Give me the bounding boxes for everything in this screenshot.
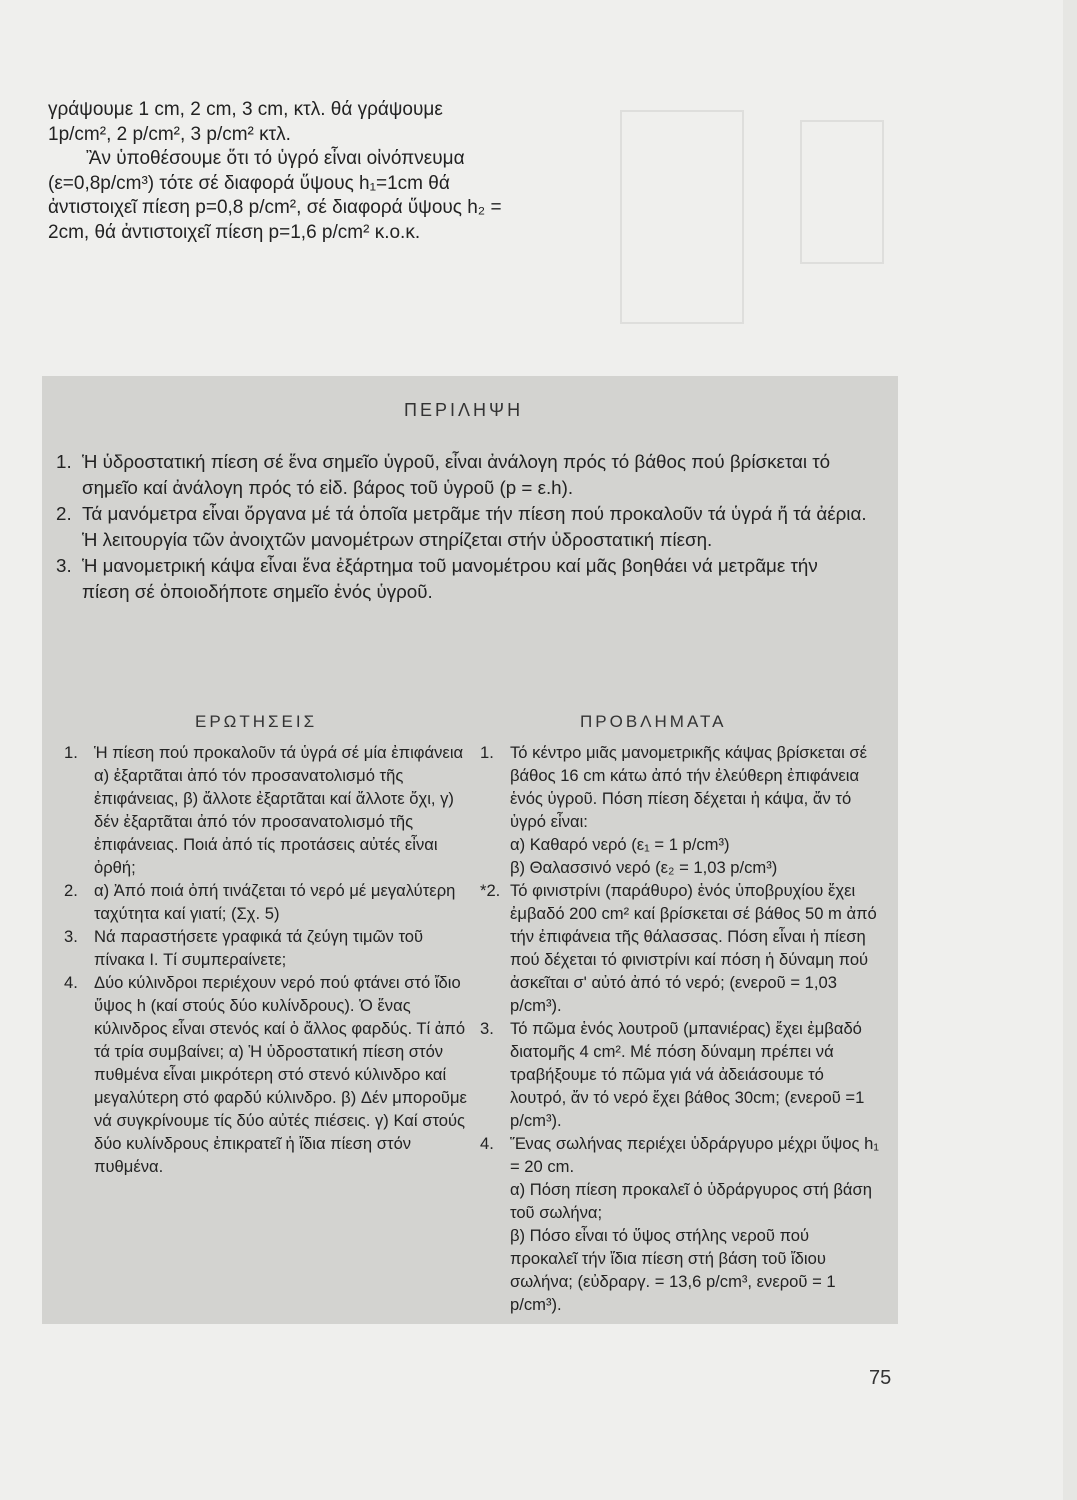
- summary-item-text: Ἡ μανομετρική κάψα εἶναι ἕνα ἐξάρτημα τοῦ μανομέτρου καί μᾶς βοηθάει νά μετρᾶμε τήν πίεση σέ ὁποιοδήποτε σημεῖο ἑνός ὑγροῦ.: [82, 555, 818, 602]
- question-number: 2.: [64, 881, 78, 900]
- problem-subpart: α) Καθαρό νερό (ε₁ = 1 p/cm³): [510, 835, 730, 854]
- question-number: 1.: [64, 743, 78, 762]
- problems-heading: ΠΡΟΒΛΗΜΑΤΑ: [580, 712, 727, 731]
- summary-item-number: 2.: [56, 503, 72, 524]
- problem-item: [480, 1132, 880, 1316]
- question-text: Δύο κύλινδροι περιέχουν νερό πού φτάνει στό ἴδιο ὕψος h (καί στούς δύο κυλίνδρους). Ὁ ἕνας κύλινδρος εἶναι στενός καί ὁ ἄλλος φαρδύς. Τί ἀπό τά τρία συμβαίνει; α) Ἡ ὑδροστατική πίεση στόν πυθμένα εἶναι μικρότερη στό στενό κύλινδρο καί μεγαλύτερη στό φαρδύ κύλινδρο. β) Δέν μποροῦμε νά συγκρίνουμε τίς δύο αὐτές πιέσεις. γ) Καί στούς δύο κυλίνδρους ἐπικρατεῖ ἡ ἴδια πίεση στόν πυθμένα.: [94, 973, 467, 1176]
- question-item: [64, 971, 470, 1178]
- question-item: [64, 879, 470, 925]
- intro-text: [48, 98, 538, 245]
- summary-item: [52, 553, 870, 605]
- intro-line-2: 1p/cm², 2 p/cm², 3 p/cm² κτλ.: [48, 123, 291, 145]
- summary-list: [52, 449, 870, 605]
- problem-item: [480, 879, 880, 1017]
- question-text: α) Ἀπό ποιά ὀπή τινάζεται τό νερό μέ μεγαλύτερη ταχύτητα καί γιατί; (Σχ. 5): [94, 881, 456, 923]
- summary-item-number: 1.: [56, 451, 72, 472]
- summary-item: [52, 501, 870, 553]
- question-number: 3.: [64, 927, 78, 946]
- problem-text: Τό φινιστρίνι (παράθυρο) ἑνός ὑποβρυχίου ἔχει ἐμβαδό 200 cm² καί βρίσκεται σέ βάθος 50 m ἀπό τήν ἐπιφάνεια τῆς θάλασσας. Πόση εἶναι ἡ πίεση πού δέχεται τό φινιστρίνι καί πόση ἡ δύναμη πού ἀσκεῖται σ' αὐτό ἀπό τό νερό; (ενεροῦ = 1,03 p/cm³).: [510, 881, 877, 1015]
- question-item: [64, 741, 470, 879]
- question-number: 4.: [64, 973, 78, 992]
- questions-list: [64, 741, 470, 1178]
- summary-item: [52, 449, 870, 501]
- questions-heading: ΕΡΩΤΗΣΕΙΣ: [195, 712, 318, 731]
- summary-item-number: 3.: [56, 555, 72, 576]
- problem-number: *2.: [480, 881, 501, 900]
- problem-text: Ἕνας σωλήνας περιέχει ὑδράργυρο μέχρι ὕψος h₁ = 20 cm.: [510, 1134, 879, 1176]
- problem-number: 4.: [480, 1134, 494, 1153]
- bleed-through-block: [560, 100, 900, 330]
- problem-number: 3.: [480, 1019, 494, 1038]
- intro-paragraph: Ἂν ὑποθέσουμε ὅτι τό ὑγρό εἶναι οἰνόπνευμα (ε=0,8p/cm³) τότε σέ διαφορά ὕψους h₁=1cm θά ἀντιστοιχεῖ πίεση p=0,8 p/cm², σέ διαφορά ὕψους h₂ = 2cm, θά ἀντιστοιχεῖ πίεση p=1,6 p/cm² κ.ο.κ.: [48, 148, 502, 243]
- question-text: Νά παραστήσετε γραφικά τά ζεύγη τιμῶν τοῦ πίνακα I. Τί συμπεραίνετε;: [94, 927, 424, 969]
- page-number: 75: [869, 1367, 892, 1389]
- summary-heading: ΠΕΡΙΛΗΨΗ: [404, 400, 524, 420]
- summary-item-text: Ἡ ὑδροστατική πίεση σέ ἕνα σημεῖο ὑγροῦ, εἶναι ἀνάλογη πρός τό βάθος πού βρίσκεται τό σημεῖο καί ἀνάλογη πρός τό εἰδ. βάρος τοῦ ὑγροῦ (p = ε.h).: [82, 451, 831, 498]
- problem-subpart: β) Θαλασσινό νερό (ε₂ = 1,03 p/cm³): [510, 858, 778, 877]
- problem-subpart: α) Πόση πίεση προκαλεῖ ὁ ὑδράργυρος στή βάση τοῦ σωλήνα;: [510, 1180, 872, 1222]
- problem-number: 1.: [480, 743, 494, 762]
- intro-line-1: γράψουμε 1 cm, 2 cm, 3 cm, κτλ. θά γράψουμε: [48, 99, 443, 120]
- page-edge: [1063, 0, 1077, 1500]
- summary-item-text: Τά μανόμετρα εἶναι ὄργανα μέ τά ὁποῖα μετρᾶμε τήν πίεση πού προκαλοῦν τά ὑγρά ἤ τά ἀέρια. Ἡ λειτουργία τῶν ἀνοιχτῶν μανομέτρων στηρίζεται στήν ὑδροστατική πίεση.: [82, 503, 867, 550]
- question-item: [64, 925, 470, 971]
- problem-subpart: β) Πόσο εἶναι τό ὕψος στήλης νεροῦ πού προκαλεῖ τήν ἴδια πίεση στή βάση τοῦ ἴδιου σωλήνα; (εὐδραργ. = 13,6 p/cm³, ενεροῦ = 1 p/cm³).: [510, 1226, 836, 1314]
- problem-item: [480, 741, 880, 879]
- problem-text: Τό κέντρο μιᾶς μανομετρικῆς κάψας βρίσκεται σέ βάθος 16 cm κάτω ἀπό τήν ἐλεύθερη ἐπιφάνεια ἑνός ὑγροῦ. Πόση πίεση δέχεται ἡ κάψα, ἄν τό ὑγρό εἶναι:: [510, 743, 868, 831]
- problem-item: [480, 1017, 880, 1132]
- question-text: Ἡ πίεση πού προκαλοῦν τά ὑγρά σέ μία ἐπιφάνεια α) ἐξαρτᾶται ἀπό τόν προσανατολισμό τῆς ἐπιφάνειας, β) ἄλλοτε ἐξαρτᾶται καί ἄλλοτε ὄχι, γ) δέν ἐξαρτᾶται ἀπό τόν προσανατολισμό τῆς ἐπιφάνειας. Ποιά ἀπό τίς προτάσεις αὐτές εἶναι ὀρθή;: [94, 743, 464, 877]
- problem-text: Τό πῶμα ἑνός λουτροῦ (μπανιέρας) ἔχει ἐμβαδό διατομῆς 4 cm². Μέ πόση δύναμη πρέπει νά τραβήξουμε τό πῶμα γιά νά ἀδειάσουμε τό λουτρό, ἄν τό νερό ἔχει βάθος 30cm; (ενεροῦ =1 p/cm³).: [510, 1019, 865, 1130]
- problems-list: [480, 741, 880, 1316]
